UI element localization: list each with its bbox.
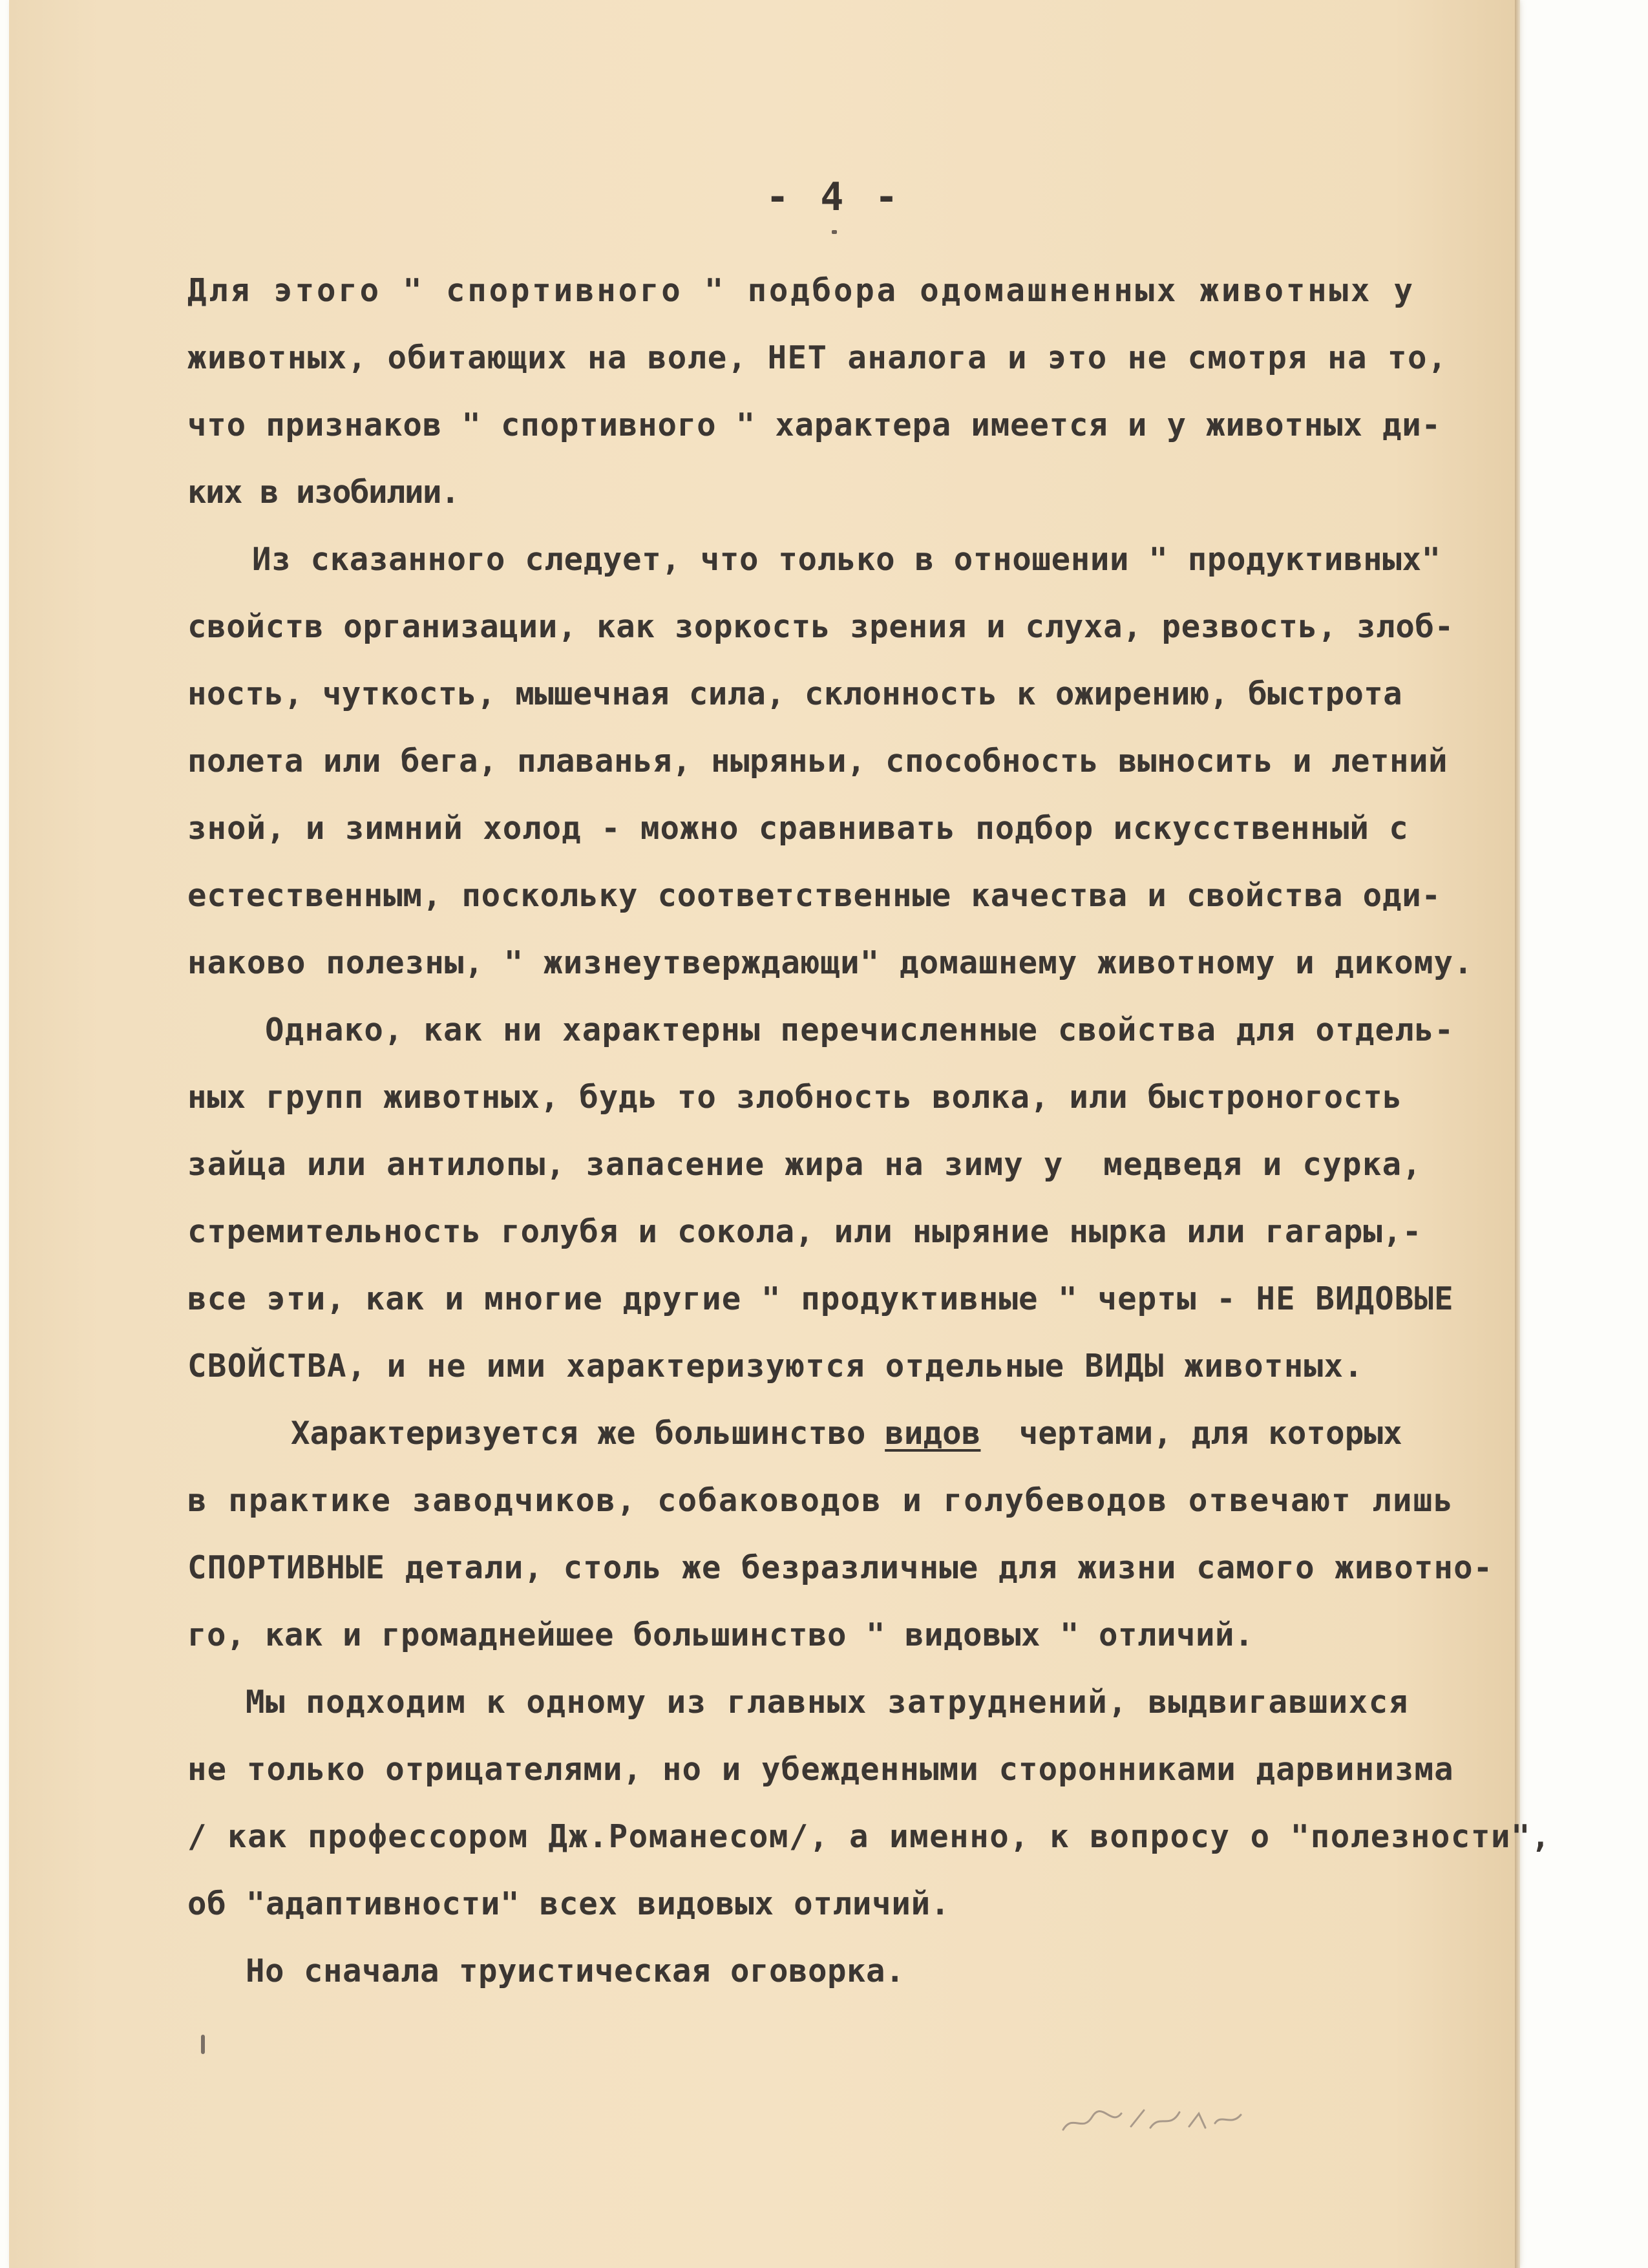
- text-line: [187, 1885, 950, 1924]
- page-number: - 4 -: [766, 175, 902, 220]
- page-edge-shadow: [1515, 0, 1520, 2268]
- text-segment: зайца или антилопы, запасение жира на зиму у медведя и сурка,: [187, 1146, 1422, 1183]
- text-segment: Однако, как ни характерны перечисленные свойства для отдель-: [265, 1012, 1455, 1048]
- text-segment: Для этого " спортивного " подбора одомашненных животных у: [187, 272, 1415, 309]
- text-segment: Характеризуется же большинство: [291, 1415, 885, 1452]
- text-line: [187, 608, 1454, 646]
- pencil-scribble: [1060, 2094, 1247, 2139]
- text-segment: стремительность голубя и сокола, или ныряние нырка или гагары,-: [187, 1213, 1422, 1250]
- text-line: [187, 675, 1402, 714]
- text-line: [187, 1818, 1551, 1856]
- text-line: [187, 1549, 1493, 1587]
- text-line: [246, 1952, 905, 1991]
- text-line: [187, 944, 1474, 982]
- text-line: [187, 1213, 1422, 1251]
- text-line: [187, 271, 1415, 310]
- ink-mark: [832, 230, 837, 234]
- text-segment: естественным, поскольку соответственные качества и свойства оди-: [187, 877, 1441, 914]
- text-segment: ность, чуткость, мышечная сила, склонность к ожирению, быстрота: [187, 675, 1402, 712]
- text-line: [291, 1414, 1402, 1453]
- text-line: [187, 1280, 1454, 1319]
- text-line: [265, 1011, 1454, 1050]
- underlined-word: видов: [885, 1415, 981, 1452]
- text-segment: зной, и зимний холод - можно сравнивать подбор искусственный с: [187, 810, 1409, 847]
- text-segment: Из сказанного следует, что только в отношении " продуктивных": [252, 541, 1441, 578]
- text-segment: Но сначала труистическая оговорка.: [246, 1953, 905, 1989]
- text-line: [187, 1145, 1422, 1184]
- text-segment: полета или бега, плаванья, ныряньи, способность выносить и летний: [187, 743, 1448, 779]
- text-segment: СВОЙСТВА, и не ими характеризуются отдельные ВИДЫ животных.: [187, 1348, 1364, 1384]
- text-line: [187, 406, 1441, 445]
- text-segment: ных групп животных, будь то злобность волка, или быстроногость: [187, 1079, 1402, 1116]
- text-segment: ких в изобилии.: [187, 474, 460, 511]
- text-line: [187, 473, 459, 512]
- text-segment: наково полезны, " жизнеутверждающи" домашнему животному и дикому.: [187, 944, 1474, 981]
- text-segment: чертами, для которых: [980, 1415, 1402, 1452]
- text-line: [187, 1078, 1402, 1117]
- text-segment: / как профессором Дж.Романесом/, а именно, к вопросу о "полезности",: [187, 1818, 1552, 1855]
- margin-pencil-mark: [201, 2035, 205, 2054]
- text-line: [187, 1347, 1364, 1386]
- text-segment: в практике заводчиков, собаководов и голубеводов отвечают лишь: [187, 1482, 1454, 1519]
- text-segment: го, как и громаднейшее большинство " видовых " отличий.: [187, 1616, 1254, 1653]
- text-line: [187, 809, 1409, 848]
- text-line: [252, 540, 1441, 579]
- text-line: [187, 742, 1448, 781]
- text-segment: СПОРТИВНЫЕ детали, столь же безразличные для жизни самого животно-: [187, 1549, 1494, 1586]
- text-line: [187, 1616, 1254, 1655]
- text-line: [187, 1750, 1454, 1789]
- text-line: [187, 339, 1448, 377]
- text-segment: не только отрицателями, но и убежденными сторонниками дарвинизма: [187, 1751, 1454, 1788]
- text-line: [187, 1481, 1454, 1520]
- text-segment: об "адаптивности" всех видовых отличий.: [187, 1885, 951, 1922]
- text-segment: Мы подходим к одному из главных затруднений, выдвигавшихся: [246, 1684, 1409, 1721]
- text-segment: животных, обитающих на воле, НЕТ аналога и это не смотря на то,: [187, 339, 1448, 376]
- text-segment: что признаков " спортивного " характера имеется и у животных ди-: [187, 407, 1441, 443]
- text-segment: все эти, как и многие другие " продуктивные " черты - НЕ ВИДОВЫЕ: [187, 1280, 1454, 1317]
- text-line: [187, 876, 1441, 915]
- text-segment: свойств организации, как зоркость зрения и слуха, резвость, злоб-: [187, 608, 1454, 645]
- text-line: [246, 1683, 1409, 1722]
